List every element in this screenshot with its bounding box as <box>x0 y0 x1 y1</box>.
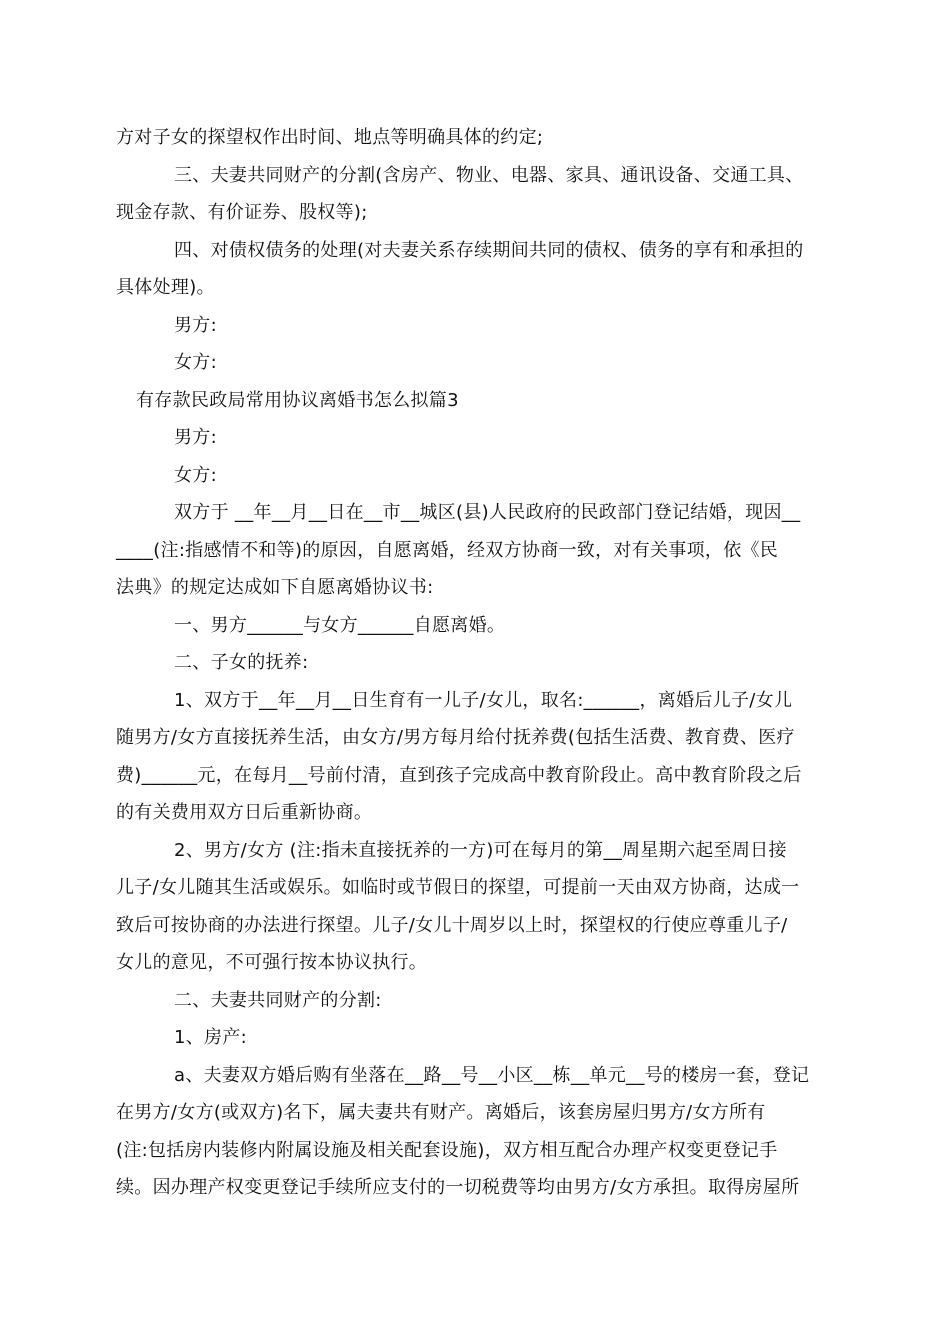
text-line: 方对子女的探望权作出时间、地点等明确具体的约定; <box>116 127 544 148</box>
text-line: 一、男方______与女方______自愿离婚。 <box>174 615 506 636</box>
text-line: 1、双方于__年__月__日生育有一儿子/女儿，取名:______，离婚后儿子/女儿 <box>174 690 793 711</box>
text-line: 儿子/女儿随其生活或娱乐。如临时或节假日的探望，可提前一天由双方协商，达成一 <box>116 877 800 898</box>
text-line: 致后可按协商的办法进行探望。儿子/女儿十周岁以上时，探望权的行使应尊重儿子/ <box>116 915 788 936</box>
text-line: 二、夫妻共同财产的分割: <box>174 990 382 1011</box>
text-line: 在男方/女方(或双方)名下，属夫妻共有财产。离婚后，该套房屋归男方/女方所有 <box>116 1102 766 1123</box>
text-line: 男方: <box>174 315 217 336</box>
text-line: (注:包括房内装修内附属设施及相关配套设施)，双方相互配合办理产权变更登记手 <box>116 1140 778 1161</box>
text-line: 男方: <box>174 427 217 448</box>
text-line: 法典》的规定达成如下自愿离婚协议书: <box>116 577 434 598</box>
text-line: 现金存款、有价证券、股权等); <box>116 202 368 223</box>
text-line: 四、对债权债务的处理(对夫妻关系存续期间共同的债权、债务的享有和承担的 <box>174 240 804 261</box>
text-line: 女儿的意见，不可强行按本协议执行。 <box>116 952 428 973</box>
text-line: 费)______元，在每月__号前付清，直到孩子完成高中教育阶段止。高中教育阶段之后 <box>116 765 802 786</box>
text-line: ____(注:指感情不和等)的原因，自愿离婚，经双方协商一致，对有关事项，依《民 <box>116 540 779 561</box>
text-line: 1、房产: <box>174 1027 248 1048</box>
text-line: 的有关费用双方日后重新协商。 <box>116 802 373 823</box>
text-line: 女方: <box>174 352 217 373</box>
text-line: 续。因办理产权变更登记手续所应支付的一切税费等均由男方/女方承担。取得房屋所 <box>116 1177 800 1198</box>
text-line: 女方: <box>174 465 217 486</box>
text-line: 随男方/女方直接抚养生活，由女方/男方每月给付抚养费(包括生活费、教育费、医疗 <box>116 727 795 748</box>
text-line: 双方于 __年__月__日在__市__城区(县)人民政府的民政部门登记结婚，现因__ <box>174 502 801 523</box>
text-line: 二、子女的抚养: <box>174 652 309 673</box>
section-title: 有存款民政局常用协议离婚书怎么拟篇3 <box>136 390 459 411</box>
text-line: 2、男方/女方 (注:指未直接抚养的一方)可在每月的第__周星期六起至周日接 <box>174 840 787 861</box>
text-line: 具体处理)。 <box>116 277 215 298</box>
text-line: 三、夫妻共同财产的分割(含房产、物业、电器、家具、通讯设备、交通工具、 <box>174 165 804 186</box>
text-line: a、夫妻双方婚后购有坐落在__路__号__小区__栋__单元__号的楼房一套，登记 <box>174 1065 810 1086</box>
